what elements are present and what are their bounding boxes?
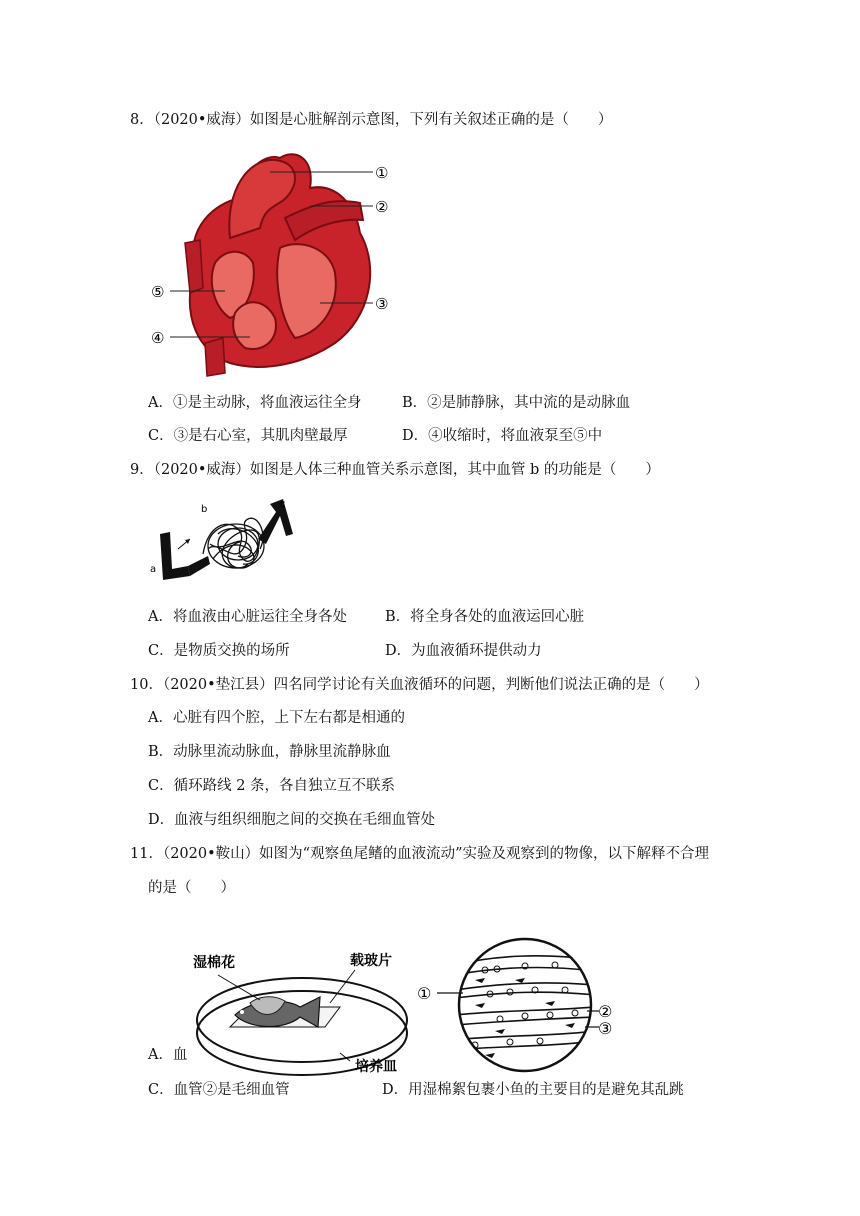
micro-label-3: ③ — [598, 1019, 613, 1038]
q8-option-a: A．①是主动脉，将血液运往全身 — [148, 395, 362, 411]
q9-stem: 9．（2020•威海）如图是人体三种血管关系示意图，其中血管 b 的功能是（ ） — [130, 462, 660, 478]
blood-vessel-diagram — [148, 494, 298, 586]
micro-label-2: ② — [598, 1002, 613, 1021]
q9-option-c: C．是物质交换的场所 — [148, 643, 290, 659]
q9-option-d: D．为血液循环提供动力 — [385, 643, 542, 659]
q10-option-c: C．循环路线 2 条，各自独立互不联系 — [148, 778, 396, 794]
q8-option-d: D．④收缩时，将血液泵至⑤中 — [402, 428, 603, 444]
q8-option-c: C．③是右心室，其肌肉壁最厚 — [148, 428, 348, 444]
label-wet-cotton: 湿棉花 — [193, 955, 235, 971]
q10-stem: 10．（2020•垫江县）四名同学讨论有关血液循环的问题，判断他们说法正确的是（ ） — [130, 677, 709, 693]
q8-stem: 8．（2020•威海）如图是心脏解剖示意图，下列有关叙述正确的是（ ） — [130, 112, 613, 128]
q11-option-a: A．血 — [148, 1047, 188, 1063]
q9-option-b: B．将全身各处的血液运回心脏 — [385, 609, 585, 625]
microscope-view-diagram — [415, 935, 615, 1075]
vessel-label-a: a — [150, 564, 157, 575]
heart-label-3: ③ — [375, 295, 389, 313]
q11-option-d: D．用湿棉絮包裹小鱼的主要目的是避免其乱跳 — [382, 1082, 684, 1098]
heart-label-4: ④ — [151, 329, 165, 347]
label-slide: 载玻片 — [350, 953, 392, 969]
heart-diagram — [145, 148, 405, 378]
micro-label-1: ① — [417, 984, 432, 1003]
q11-stem-line2: 的是（ ） — [148, 880, 235, 896]
q8-option-b: B．②是肺静脉，其中流的是动脉血 — [402, 395, 631, 411]
q10-option-d: D．血液与组织细胞之间的交换在毛细血管处 — [148, 812, 436, 828]
vessel-label-b: b — [201, 504, 208, 515]
q10-option-a: A．心脏有四个腔，上下左右都是相通的 — [148, 710, 405, 726]
q11-stem-line1: 11．（2020•鞍山）如图为“观察鱼尾鳍的血液流动”实验及观察到的物像，以下解释不合理 — [130, 846, 709, 862]
label-petri-dish: 培养皿 — [355, 1059, 397, 1075]
q10-option-b: B．动脉里流动脉血，静脉里流静脉血 — [148, 744, 391, 760]
fish-experiment-diagram — [190, 945, 420, 1080]
q11-option-c: C．血管②是毛细血管 — [148, 1082, 290, 1098]
vessel-label-c: c — [280, 499, 286, 510]
heart-label-2: ② — [375, 198, 389, 216]
heart-label-1: ① — [375, 164, 389, 182]
heart-label-5: ⑤ — [151, 283, 165, 301]
q9-option-a: A．将血液由心脏运往全身各处 — [148, 609, 347, 625]
